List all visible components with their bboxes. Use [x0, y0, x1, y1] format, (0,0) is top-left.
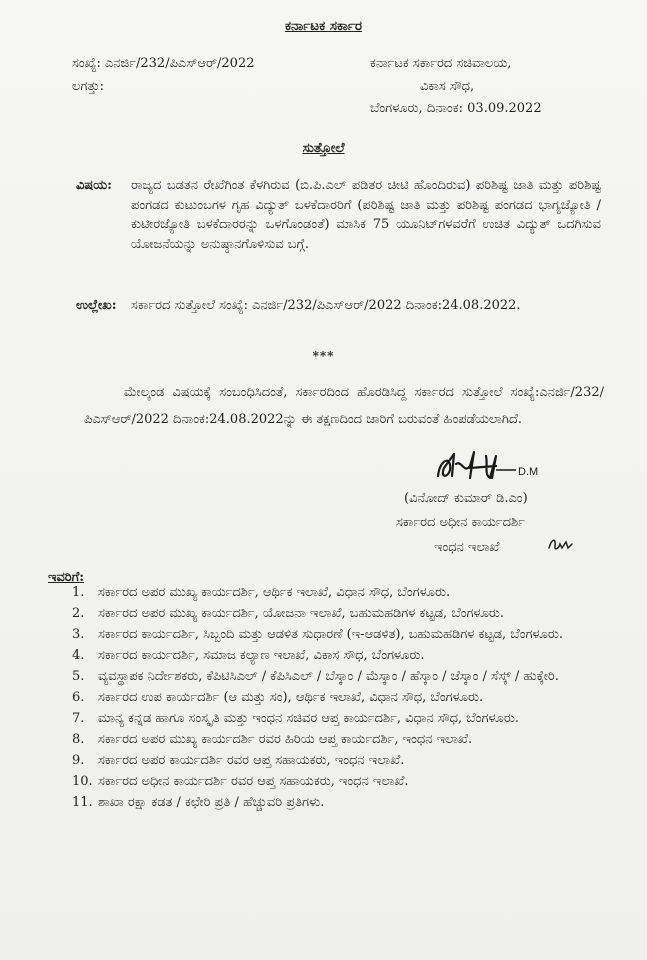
list-item [60, 646, 605, 665]
subject-label: ವಿಷಯ: [76, 178, 112, 193]
address-line-3: ಬೆಂಗಳೂರು, ದಿನಾಂಕ: 03.09.2022 [370, 101, 542, 116]
reference-number: ಸಂಖ್ಯೆ: ಎನರ್ಜಿ/232/ಪಿಎಸ್‌ಆರ್/2022 [72, 56, 255, 71]
signatory-department: ಇಂಧನ ಇಲಾಖೆ [434, 540, 500, 555]
list-item-text: ಸರ್ಕಾರದ ಅಪರ ಮುಖ್ಯ ಕಾರ್ಯದರ್ಶಿ, ಯೋಜನಾ ಇಲಾಖೆ, ಬಹುಮಹಡಿಗಳ ಕಟ್ಟಡ, ಬೆಂಗಳೂರು. [98, 606, 505, 621]
list-item-number: 2. [72, 606, 85, 621]
list-item-number: 6. [72, 690, 85, 705]
list-item [60, 772, 605, 791]
copy-to-list [60, 583, 605, 814]
list-item-number: 9. [72, 753, 85, 768]
handwritten-initial-mark [546, 534, 576, 554]
list-item-text: ಸರ್ಕಾರದ ಅಧೀನ ಕಾರ್ಯದರ್ಶಿ ರವರ ಆಪ್ತ ಸಹಾಯಕರು, ಇಂಧನ ಇಲಾಖೆ. [98, 774, 409, 789]
signatory-name: (ವಿನೋದ್ ಕುಮಾರ್ ಡಿ.ಎಂ) [404, 491, 528, 506]
list-item [60, 751, 605, 770]
list-item-text: ಸರ್ಕಾರದ ಅಪರ ಮುಖ್ಯ ಕಾರ್ಯದರ್ಶಿ ರವರ ಹಿರಿಯ ಆಪ್ತ ಕಾರ್ಯದರ್ಶಿ, ಇಂಧನ ಇಲಾಖೆ. [98, 732, 473, 747]
list-item [60, 604, 605, 623]
list-item-text: ಸರ್ಕಾರದ ಕಾರ್ಯದರ್ಶಿ, ಸಿಬ್ಬಂದಿ ಮತ್ತು ಆಡಳಿತ ಸುಧಾರಣೆ (ಇ-ಆಡಳಿತ), ಬಹುಮಹಡಿಗಳ ಕಟ್ಟಡ, ಬೆಂಗಳೂರು. [98, 627, 563, 642]
list-item-text: ಮಾನ್ಯ ಕನ್ನಡ ಹಾಗೂ ಸಂಸ್ಕೃತಿ ಮತ್ತು ಇಂಧನ ಸಚಿವರ ಆಪ್ತ ಕಾರ್ಯದರ್ಶಿ, ವಿಧಾನ ಸೌಧ, ಬೆಂಗಳೂರು. [98, 711, 519, 726]
list-item [60, 709, 605, 728]
list-item-text: ಸರ್ಕಾರದ ಅಪರ ಕಾರ್ಯದರ್ಶಿ ರವರ ಆಪ್ತ ಸಹಾಯಕರು, ಇಂಧನ ಇಲಾಖೆ. [98, 753, 405, 768]
list-item-number: 5. [72, 669, 85, 684]
signatory-designation: ಸರ್ಕಾರದ ಅಧೀನ ಕಾರ್ಯದರ್ಶಿ [396, 515, 525, 530]
enclosure-label: ಲಗತ್ತು: [72, 79, 104, 94]
list-item-text: ಸರ್ಕಾರದ ಉಪ ಕಾರ್ಯದರ್ಶಿ (ಆ ಮತ್ತು ಸಂ), ಆರ್ಥಿಕ ಇಲಾಖೆ, ವಿಧಾನ ಸೌಧ, ಬೆಂಗಳೂರು. [98, 690, 484, 705]
list-item-number: 3. [72, 627, 85, 642]
signature-image [430, 448, 580, 488]
reference-text: ಸರ್ಕಾರದ ಸುತ್ತೋಲೆ ಸಂಖ್ಯೆ: ಎನರ್ಜಿ/232/ಪಿಎಸ್‌ಆರ್/2022 ದಿನಾಂಕ:24.08.2022. [131, 298, 521, 313]
separator-stars: *** [312, 349, 335, 363]
subject-text: ರಾಜ್ಯದ ಬಡತನ ರೇಖೆಗಿಂತ ಕೆಳಗಿರುವ (ಬಿ.ಪಿ.ಎಲ್ ಪಡಿತರ ಚೀಟಿ ಹೊಂದಿರುವ) ಪರಿಶಿಷ್ಟ ಜಾತಿ ಮತ್ತು ಪರಿಶಿಷ್ಟ ಪಂಗಡದ ಕುಟುಂಬಗಳ ಗೃಹ ವಿದ್ಯುತ್ ಬಳಕೆದಾರರಿಗೆ (ಪರಿಶಿಷ್ಟ ಜಾತಿ ಮತ್ತು ಪರಿಶಿಷ್ಟ ಪಂಗಡದ ಭಾಗ್ಯಜ್ಯೋತಿ / ಕುಟೀರಜ್ಯೋತಿ ಬಳಕೆದಾರರನ್ನು ಒಳಗೊಂಡಂತೆ) ಮಾಸಿಕ 75 ಯೂನಿಟ್‌ಗಳವರೆಗೆ ಉಚಿತ ವಿದ್ಯುತ್ ಒದಗಿಸುವ ಯೋಜನೆಯನ್ನು ಅನುಷ್ಠಾನಗೊಳಿಸುವ ಬಗ್ಗೆ. [131, 178, 601, 252]
list-item [60, 583, 605, 602]
list-item-number: 1. [72, 585, 85, 600]
reference-label: ಉಲ್ಲೇಖ: [76, 298, 117, 313]
list-item-number: 7. [72, 711, 85, 726]
address-line-2: ವಿಕಾಸ ಸೌಧ, [420, 79, 475, 94]
list-item-text: ಸರ್ಕಾರದ ಅಪರ ಮುಖ್ಯ ಕಾರ್ಯದರ್ಶಿ, ಆರ್ಥಿಕ ಇಲಾಖೆ, ವಿಧಾನ ಸೌಧ, ಬೆಂಗಳೂರು. [98, 585, 451, 600]
signature-initials: D.M [518, 466, 539, 478]
list-item-number: 10. [72, 774, 93, 789]
list-item [60, 730, 605, 749]
list-item-number: 4. [72, 648, 85, 663]
circular-title: ಸುತ್ತೋಲೆ [302, 140, 345, 156]
government-title: ಕರ್ನಾಟಕ ಸರ್ಕಾರ [284, 18, 363, 34]
list-item [60, 625, 605, 644]
list-item-number: 8. [72, 732, 85, 747]
list-item-text: ಶಾಖಾ ರಕ್ಷಾ ಕಡತ / ಕಛೇರಿ ಪ್ರತಿ / ಹೆಚ್ಚುವರಿ ಪ್ರತಿಗಳು. [98, 795, 325, 810]
list-item-text: ವ್ಯವಸ್ಥಾಪಕ ನಿರ್ದೇಶಕರು, ಕೆಪಿಟಿಸಿಎಲ್ / ಕೆಪಿಸಿಎಲ್ / ಬೆಸ್ಕಾಂ / ಮೆಸ್ಕಾಂ / ಹೆಸ್ಕಾಂ / ಜೆಸ್ಕಾಂ / ಸೆಸ್ಕ್ / ಹುಕ್ಕೇರಿ. [98, 669, 559, 684]
copy-to-label: ಇವರಿಗೆ: [48, 570, 85, 585]
list-item [60, 667, 605, 686]
body-paragraph: ಮೇಲ್ಕಂಡ ವಿಷಯಕ್ಕೆ ಸಂಬಂಧಿಸಿದಂತೆ, ಸರ್ಕಾರದಿಂದ ಹೊರಡಿಸಿದ್ದ ಸರ್ಕಾರದ ಸುತ್ತೋಲೆ ಸಂಖ್ಯೆ:ಎನರ್ಜಿ/232/ಪಿಎಸ್‌ಆರ್/2022 ದಿನಾಂಕ:24.08.2022ನ್ನು ಈ ತಕ್ಷಣದಿಂದ ಜಾರಿಗೆ ಬರುವಂತೆ ಹಿಂಪಡೆಯಲಾಗಿದೆ. [84, 385, 604, 427]
list-item [60, 688, 605, 707]
address-line-1: ಕರ್ನಾಟಕ ಸರ್ಕಾರದ ಸಚಿವಾಲಯ, [370, 56, 512, 71]
list-item-text: ಸರ್ಕಾರದ ಕಾರ್ಯದರ್ಶಿ, ಸಮಾಜ ಕಲ್ಯಾಣ ಇಲಾಖೆ, ವಿಕಾಸ ಸೌಧ, ಬೆಂಗಳೂರು. [98, 648, 425, 663]
list-item-number: 11. [72, 795, 93, 810]
list-item [60, 793, 605, 812]
